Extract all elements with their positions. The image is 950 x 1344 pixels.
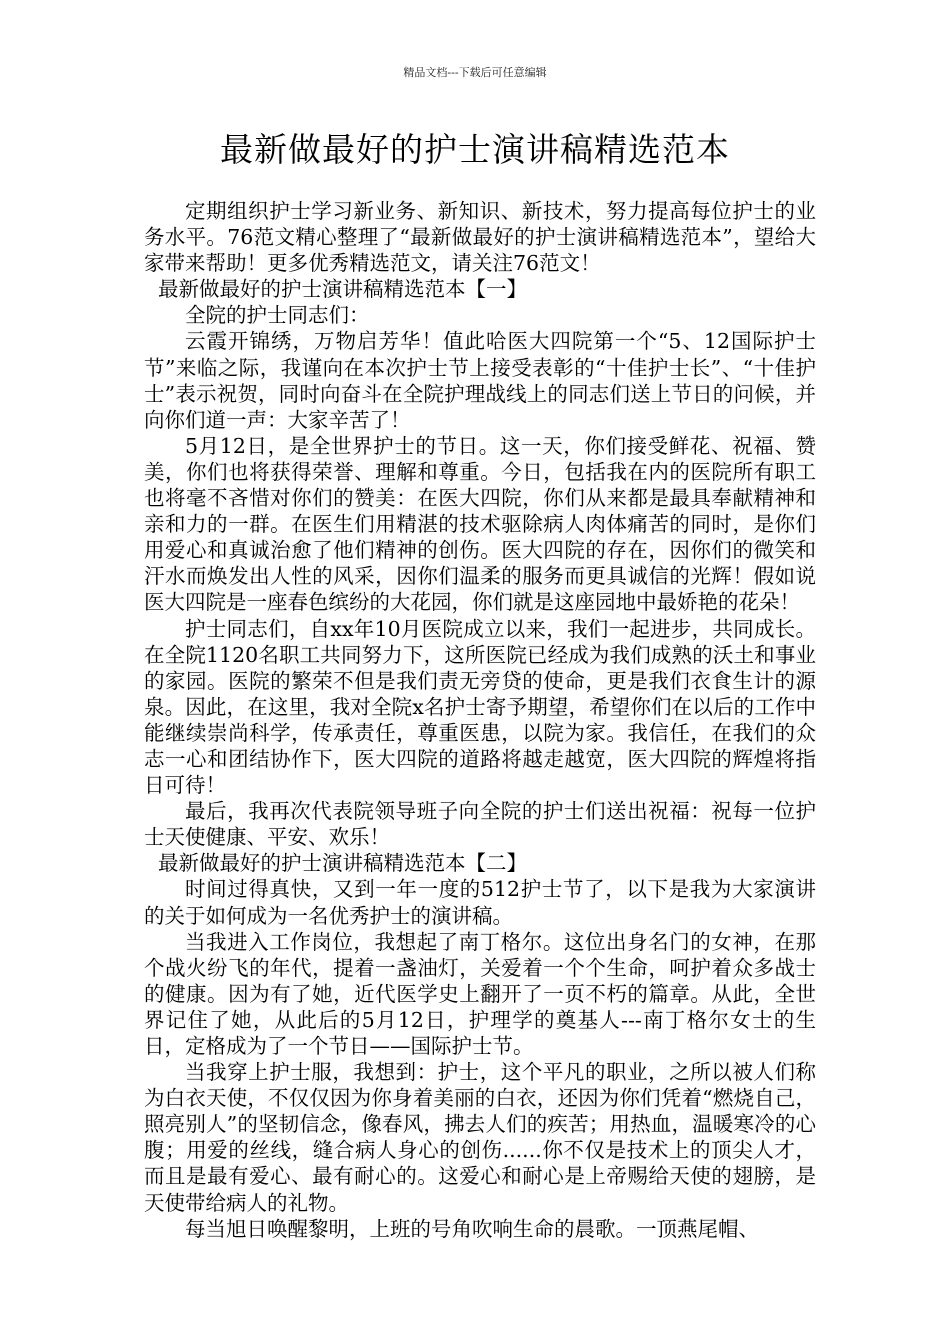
section-heading: 最新做最好的护士演讲稿精选范本【一】: [158, 277, 527, 302]
paragraph: 护士同志们，自xx年10月医院成立以来，我们一起进步，共同成长。在全院1120名职工共同努力下，这所医院已经成为我们成熟的沃土和事业的家园。医院的繁荣不但是我们责无旁贷的使命，更是我们衣食生计的源泉。因此，在这里，我对全院x名护士寄予期望，希望你们在以后的工作中能继续崇尚科学，传承责任，尊重医患，以院为家。我信任，在我们的众志一心和团结协作下，医大四院的道路将越走越宽，医大四院的辉煌将指日可待！: [144, 616, 816, 798]
paragraph: 云霞开锦绣，万物启芳华！值此哈医大四院第一个“5、12国际护士节”来临之际，我谨向在本次护士节上接受表彰的“十佳护士长”、“十佳护士”表示祝贺，同时向奋斗在全院护理战线上的同志们送上节日的问候，并向你们道一声：大家辛苦了！: [144, 329, 816, 432]
page-header: 精品文档---下载后可任意编辑: [403, 66, 547, 79]
paragraph: 5月12日，是全世界护士的节日。这一天，你们接受鲜花、祝福、赞美，你们也将获得荣誉、理解和尊重。今日，包括我在内的医院所有职工也将毫不吝惜对你们的赞美：在医大四院，你们从来都是最具奉献精神和亲和力的一群。在医生们用精湛的技术驱除病人肉体痛苦的同时，是你们用爱心和真诚治愈了他们精神的创伤。医大四院的存在，因你们的微笑和汗水而焕发出人性的风采，因你们温柔的服务而更具诚信的光辉！假如说医大四院是一座春色缤纷的大花园，你们就是这座园地中最娇艳的花朵！: [144, 433, 816, 615]
document-title: 最新做最好的护士演讲稿精选范本: [220, 130, 730, 169]
paragraph: 最后，我再次代表院领导班子向全院的护士们送出祝福：祝每一位护士天使健康、平安、欢乐！: [144, 799, 816, 850]
paragraph: 时间过得真快，又到一年一度的512护士节了，以下是我为大家演讲的关于如何成为一名优秀护士的演讲稿。: [144, 877, 816, 928]
paragraph: 每当旭日唤醒黎明，上班的号角吹响生命的晨歌。一顶燕尾帽、: [185, 1216, 759, 1241]
paragraph: 当我进入工作岗位，我想起了南丁格尔。这位出身名门的女神，在那个战火纷飞的年代，提着一盏油灯，关爱着一个个生命，呵护着众多战士的健康。因为有了她，近代医学史上翻开了一页不朽的篇章。从此，全世界记住了她，从此后的5月12日，护理学的奠基人---南丁格尔女士的生日，定格成为了一个节日——国际护士节。: [144, 929, 816, 1058]
section-heading: 最新做最好的护士演讲稿精选范本【二】: [158, 851, 527, 876]
paragraph: 全院的护士同志们：: [185, 303, 370, 328]
paragraph: 定期组织护士学习新业务、新知识、新技术，努力提高每位护士的业务水平。76范文精心整理了“最新做最好的护士演讲稿精选范本”，望给大家带来帮助！更多优秀精选范文，请关注76范文！: [144, 199, 816, 276]
paragraph: 当我穿上护士服，我想到：护士，这个平凡的职业，之所以被人们称为白衣天使，不仅仅因为你身着美丽的白衣，还因为你们凭着“燃烧自己，照亮别人”的坚韧信念，像春风，拂去人们的疾苦；用热血，温暖寒冷的心腹；用爱的丝线，缝合病人身心的创伤......你不仅是技术上的顶尖人才，而且是最有爱心、最有耐心的。这爱心和耐心是上帝赐给天使的翅膀，是天使带给病人的礼物。: [144, 1060, 816, 1215]
document-body: [144, 198, 816, 1242]
